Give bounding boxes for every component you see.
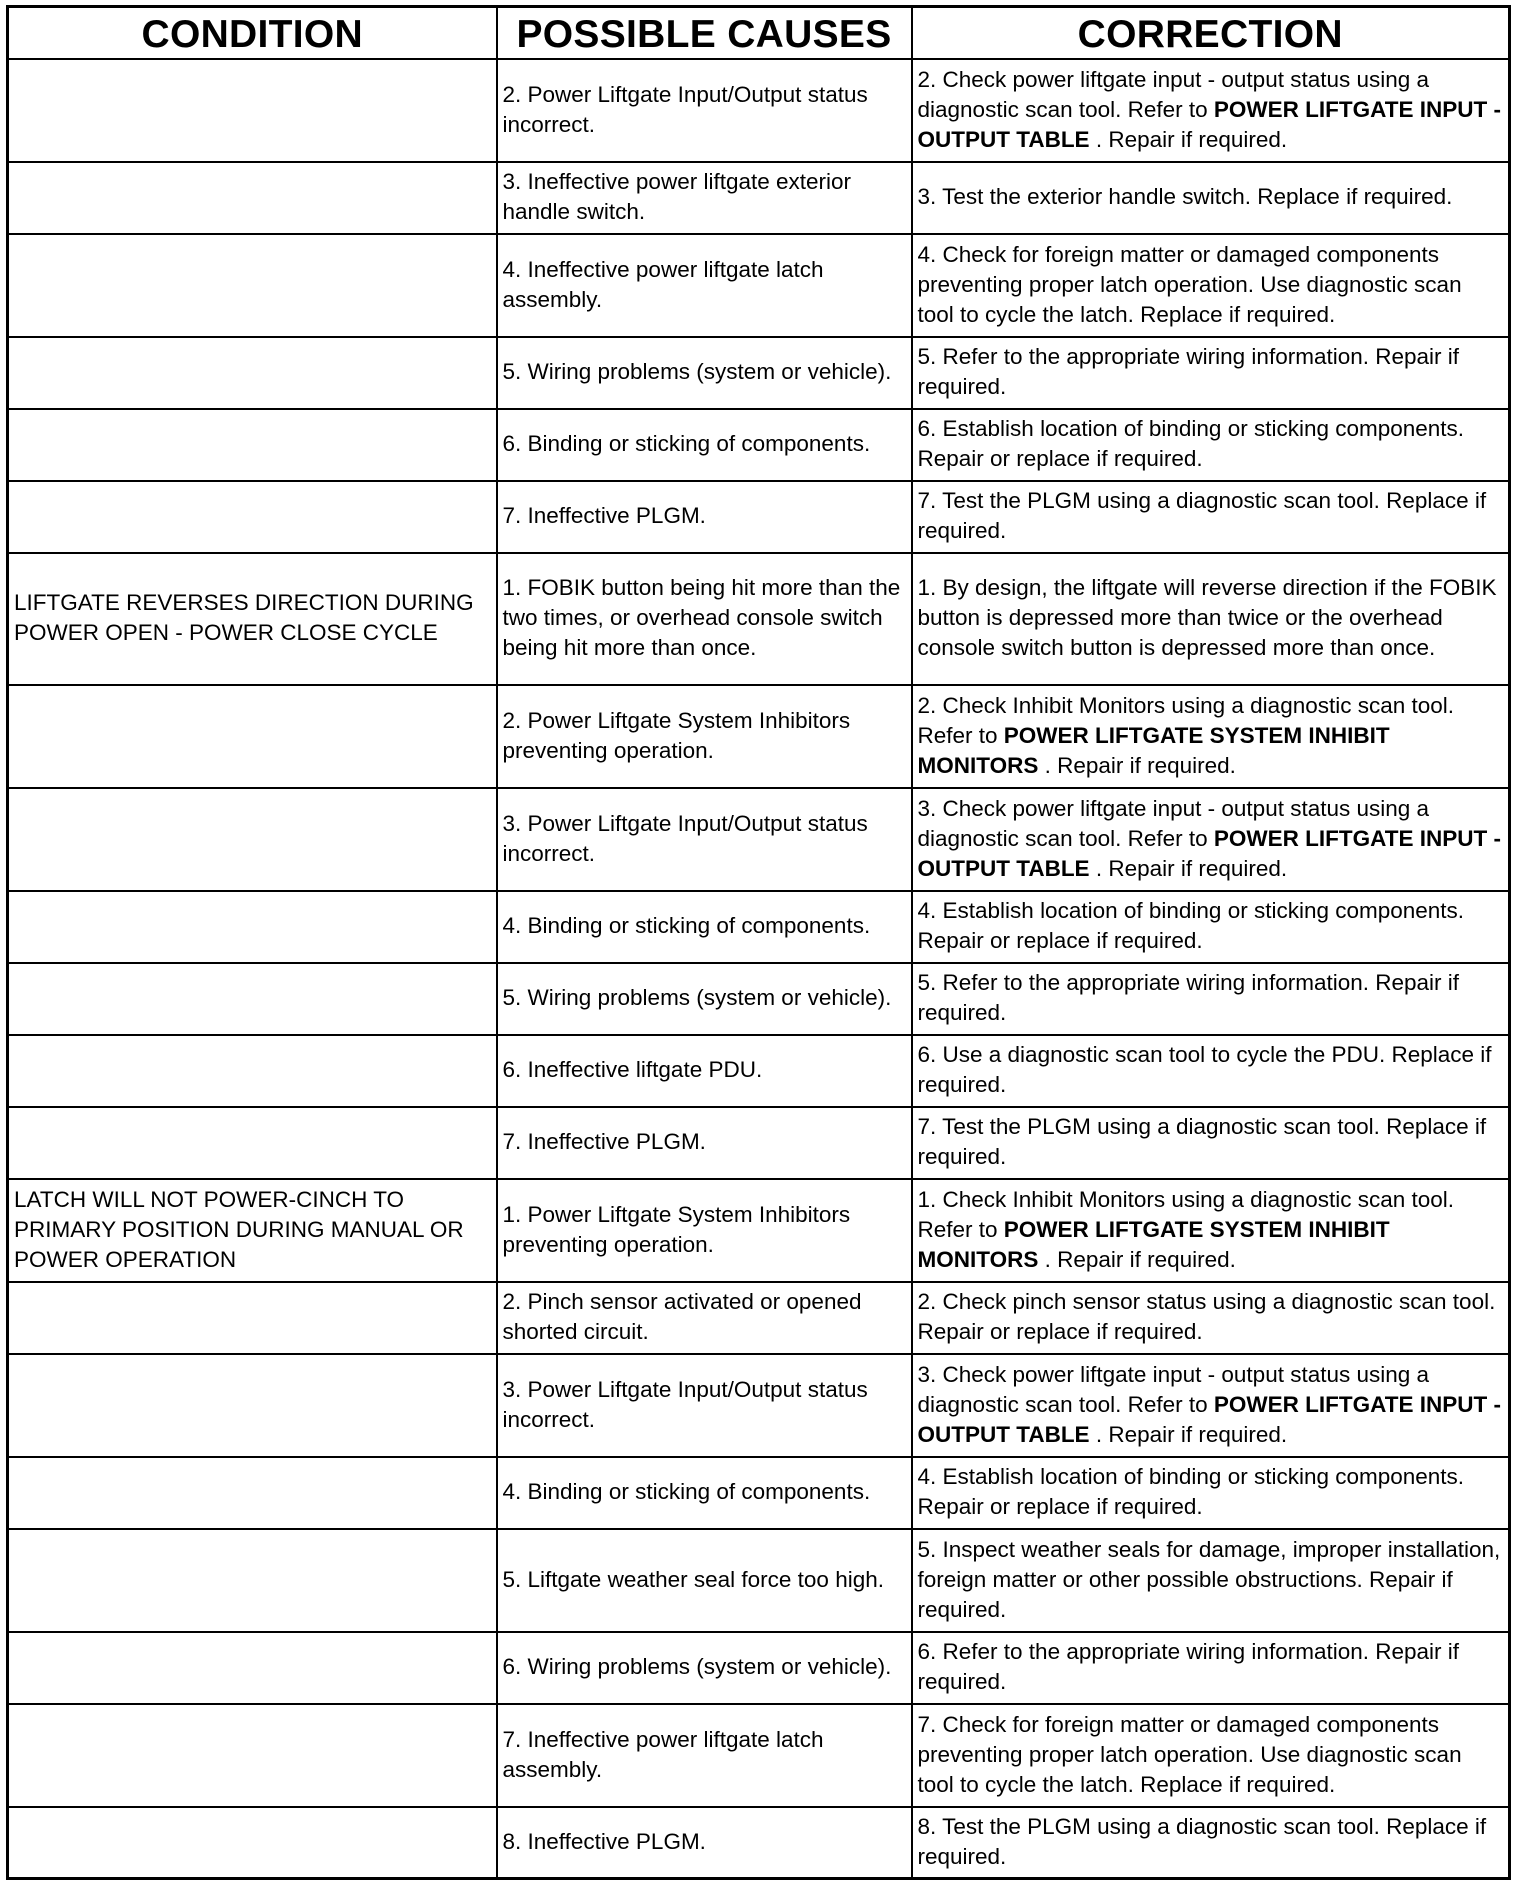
possible-cause-cell: 1. Power Liftgate System Inhibitors preventing operation. — [497, 1179, 912, 1282]
correction-cell — [912, 162, 1510, 234]
correction-cell — [912, 1035, 1510, 1107]
condition-cell — [8, 1107, 497, 1179]
condition-cell — [8, 1354, 497, 1457]
correction-text: 5. Refer to the appropriate wiring information. Repair if required. — [917, 970, 1460, 1025]
table-row — [8, 162, 1510, 234]
correction-cell — [912, 1354, 1510, 1457]
correction-reference: POWER LIFTGATE INPUT - OUTPUT TABLE — [917, 96, 1501, 152]
condition-cell — [8, 1035, 497, 1107]
correction-cell — [912, 337, 1510, 409]
column-header-condition: CONDITION — [8, 7, 497, 59]
possible-cause-cell: 6. Ineffective liftgate PDU. — [497, 1035, 912, 1107]
column-header-correction: CORRECTION — [912, 7, 1510, 59]
correction-cell — [912, 685, 1510, 788]
correction-text: 8. Test the PLGM using a diagnostic scan tool. Replace if required. — [917, 1813, 1487, 1869]
possible-cause-cell: 2. Pinch sensor activated or opened shorted circuit. — [497, 1282, 912, 1354]
correction-cell — [912, 1704, 1510, 1807]
correction-reference: POWER LIFTGATE INPUT - OUTPUT TABLE — [917, 825, 1501, 881]
correction-reference: POWER LIFTGATE INPUT - OUTPUT TABLE — [917, 1391, 1501, 1447]
condition-cell — [8, 963, 497, 1035]
possible-cause-cell: 3. Power Liftgate Input/Output status incorrect. — [497, 788, 912, 891]
correction-cell — [912, 409, 1510, 481]
table-row — [8, 1529, 1510, 1632]
table-row — [8, 1632, 1510, 1704]
possible-cause-cell: 3. Ineffective power liftgate exterior handle switch. — [497, 162, 912, 234]
correction-text: 2. Check pinch sensor status using a diagnostic scan tool. Repair or replace if required. — [917, 1289, 1496, 1344]
table-row — [8, 337, 1510, 409]
correction-cell — [912, 1632, 1510, 1704]
possible-cause-cell: 7. Ineffective power liftgate latch assembly. — [497, 1704, 912, 1807]
correction-text: 7. Test the PLGM using a diagnostic scan tool. Replace if required. — [917, 1114, 1487, 1169]
condition-cell — [8, 59, 497, 162]
correction-text: 7. Check for foreign matter or damaged components preventing proper latch operation. Use diagnostic scan tool to cycle the latch. Replace if required. — [917, 1711, 1462, 1797]
correction-cell — [912, 481, 1510, 553]
condition-cell — [8, 891, 497, 963]
condition-cell: LATCH WILL NOT POWER-CINCH TO PRIMARY POSITION DURING MANUAL OR POWER OPERATION — [8, 1179, 497, 1282]
correction-text: 1. Check Inhibit Monitors using a diagnostic scan tool. Refer to — [917, 1186, 1455, 1242]
table-row — [8, 1107, 1510, 1179]
table-row — [8, 1807, 1510, 1879]
condition-cell: LIFTGATE REVERSES DIRECTION DURING POWER OPEN - POWER CLOSE CYCLE — [8, 553, 497, 685]
possible-cause-cell: 4. Ineffective power liftgate latch assembly. — [497, 234, 912, 337]
condition-cell — [8, 1704, 497, 1807]
table-row — [8, 481, 1510, 553]
correction-text: 2. Check power liftgate input - output status using a diagnostic scan tool. Refer to — [917, 66, 1430, 122]
condition-cell — [8, 409, 497, 481]
possible-cause-cell: 2. Power Liftgate Input/Output status incorrect. — [497, 59, 912, 162]
possible-cause-cell: 4. Binding or sticking of components. — [497, 1457, 912, 1529]
correction-cell — [912, 1807, 1510, 1879]
condition-cell — [8, 1632, 497, 1704]
correction-text: 1. By design, the liftgate will reverse direction if the FOBIK button is depressed more than twice or the overhead console switch button is depressed more than once. — [917, 575, 1497, 660]
correction-cell — [912, 1282, 1510, 1354]
correction-text: 4. Establish location of binding or sticking components. Repair or replace if required. — [917, 898, 1465, 953]
correction-cell — [912, 788, 1510, 891]
condition-cell — [8, 1529, 497, 1632]
table-row — [8, 1457, 1510, 1529]
correction-cell — [912, 59, 1510, 162]
condition-cell — [8, 1457, 497, 1529]
table-body — [8, 59, 1510, 1879]
table-row — [8, 553, 1510, 685]
correction-text: 3. Check power liftgate input - output status using a diagnostic scan tool. Refer to — [917, 1361, 1430, 1417]
possible-cause-cell: 1. FOBIK button being hit more than the two times, or overhead console switch being hit more than once. — [497, 553, 912, 685]
correction-text: . Repair if required. — [1089, 1421, 1288, 1447]
table-row — [8, 1354, 1510, 1457]
correction-text: 6. Use a diagnostic scan tool to cycle the PDU. Replace if required. — [917, 1042, 1492, 1097]
table-row — [8, 1035, 1510, 1107]
correction-text: . Repair if required. — [1038, 1246, 1236, 1272]
possible-cause-cell: 5. Liftgate weather seal force too high. — [497, 1529, 912, 1632]
correction-cell — [912, 963, 1510, 1035]
possible-cause-cell: 4. Binding or sticking of components. — [497, 891, 912, 963]
correction-text: . Repair if required. — [1038, 752, 1236, 778]
possible-cause-cell: 2. Power Liftgate System Inhibitors preventing operation. — [497, 685, 912, 788]
table-row — [8, 1179, 1510, 1282]
possible-cause-cell: 7. Ineffective PLGM. — [497, 1107, 912, 1179]
condition-cell — [8, 162, 497, 234]
correction-text: 5. Refer to the appropriate wiring information. Repair if required. — [917, 344, 1460, 399]
correction-cell — [912, 553, 1510, 685]
correction-reference: POWER LIFTGATE SYSTEM INHIBIT MONITORS — [917, 722, 1390, 778]
correction-cell — [912, 1457, 1510, 1529]
possible-cause-cell: 3. Power Liftgate Input/Output status incorrect. — [497, 1354, 912, 1457]
table-row — [8, 788, 1510, 891]
correction-text: 2. Check Inhibit Monitors using a diagnostic scan tool. Refer to — [917, 692, 1455, 748]
correction-text: 4. Establish location of binding or sticking components. Repair or replace if required. — [917, 1464, 1465, 1519]
header-row — [8, 7, 1510, 59]
correction-text: 7. Test the PLGM using a diagnostic scan tool. Replace if required. — [917, 488, 1487, 543]
possible-cause-cell: 6. Wiring problems (system or vehicle). — [497, 1632, 912, 1704]
condition-cell — [8, 481, 497, 553]
condition-cell — [8, 1807, 497, 1879]
condition-cell — [8, 788, 497, 891]
possible-cause-cell: 5. Wiring problems (system or vehicle). — [497, 337, 912, 409]
correction-text: 3. Check power liftgate input - output status using a diagnostic scan tool. Refer to — [917, 795, 1430, 851]
correction-cell — [912, 1179, 1510, 1282]
correction-text: . Repair if required. — [1089, 126, 1288, 152]
table-row — [8, 891, 1510, 963]
column-header-possible-causes: POSSIBLE CAUSES — [497, 7, 912, 59]
condition-cell — [8, 234, 497, 337]
correction-cell — [912, 891, 1510, 963]
possible-cause-cell: 6. Binding or sticking of components. — [497, 409, 912, 481]
table-header — [8, 7, 1510, 59]
correction-text: 3. Test the exterior handle switch. Replace if required. — [917, 184, 1453, 209]
table-row — [8, 685, 1510, 788]
correction-cell — [912, 1107, 1510, 1179]
table-row — [8, 234, 1510, 337]
correction-text: 4. Check for foreign matter or damaged components preventing proper latch operation. Use diagnostic scan tool to cycle the latch. Replace if required. — [917, 241, 1462, 327]
correction-text: . Repair if required. — [1089, 855, 1288, 881]
correction-cell — [912, 234, 1510, 337]
table-row — [8, 963, 1510, 1035]
condition-cell — [8, 1282, 497, 1354]
table-row — [8, 1282, 1510, 1354]
troubleshooting-table — [6, 5, 1511, 1880]
correction-text: 6. Establish location of binding or sticking components. Repair or replace if required. — [917, 416, 1465, 471]
correction-cell — [912, 1529, 1510, 1632]
correction-text: 5. Inspect weather seals for damage, improper installation, foreign matter or other possible obstructions. Repair if required. — [917, 1536, 1501, 1622]
correction-reference: POWER LIFTGATE SYSTEM INHIBIT MONITORS — [917, 1216, 1390, 1272]
condition-cell — [8, 337, 497, 409]
condition-cell — [8, 685, 497, 788]
table-row — [8, 409, 1510, 481]
possible-cause-cell: 7. Ineffective PLGM. — [497, 481, 912, 553]
possible-cause-cell: 5. Wiring problems (system or vehicle). — [497, 963, 912, 1035]
correction-text: 6. Refer to the appropriate wiring information. Repair if required. — [917, 1639, 1460, 1694]
table-row — [8, 59, 1510, 162]
table-row — [8, 1704, 1510, 1807]
possible-cause-cell: 8. Ineffective PLGM. — [497, 1807, 912, 1879]
troubleshooting-table-container — [6, 5, 1508, 1880]
